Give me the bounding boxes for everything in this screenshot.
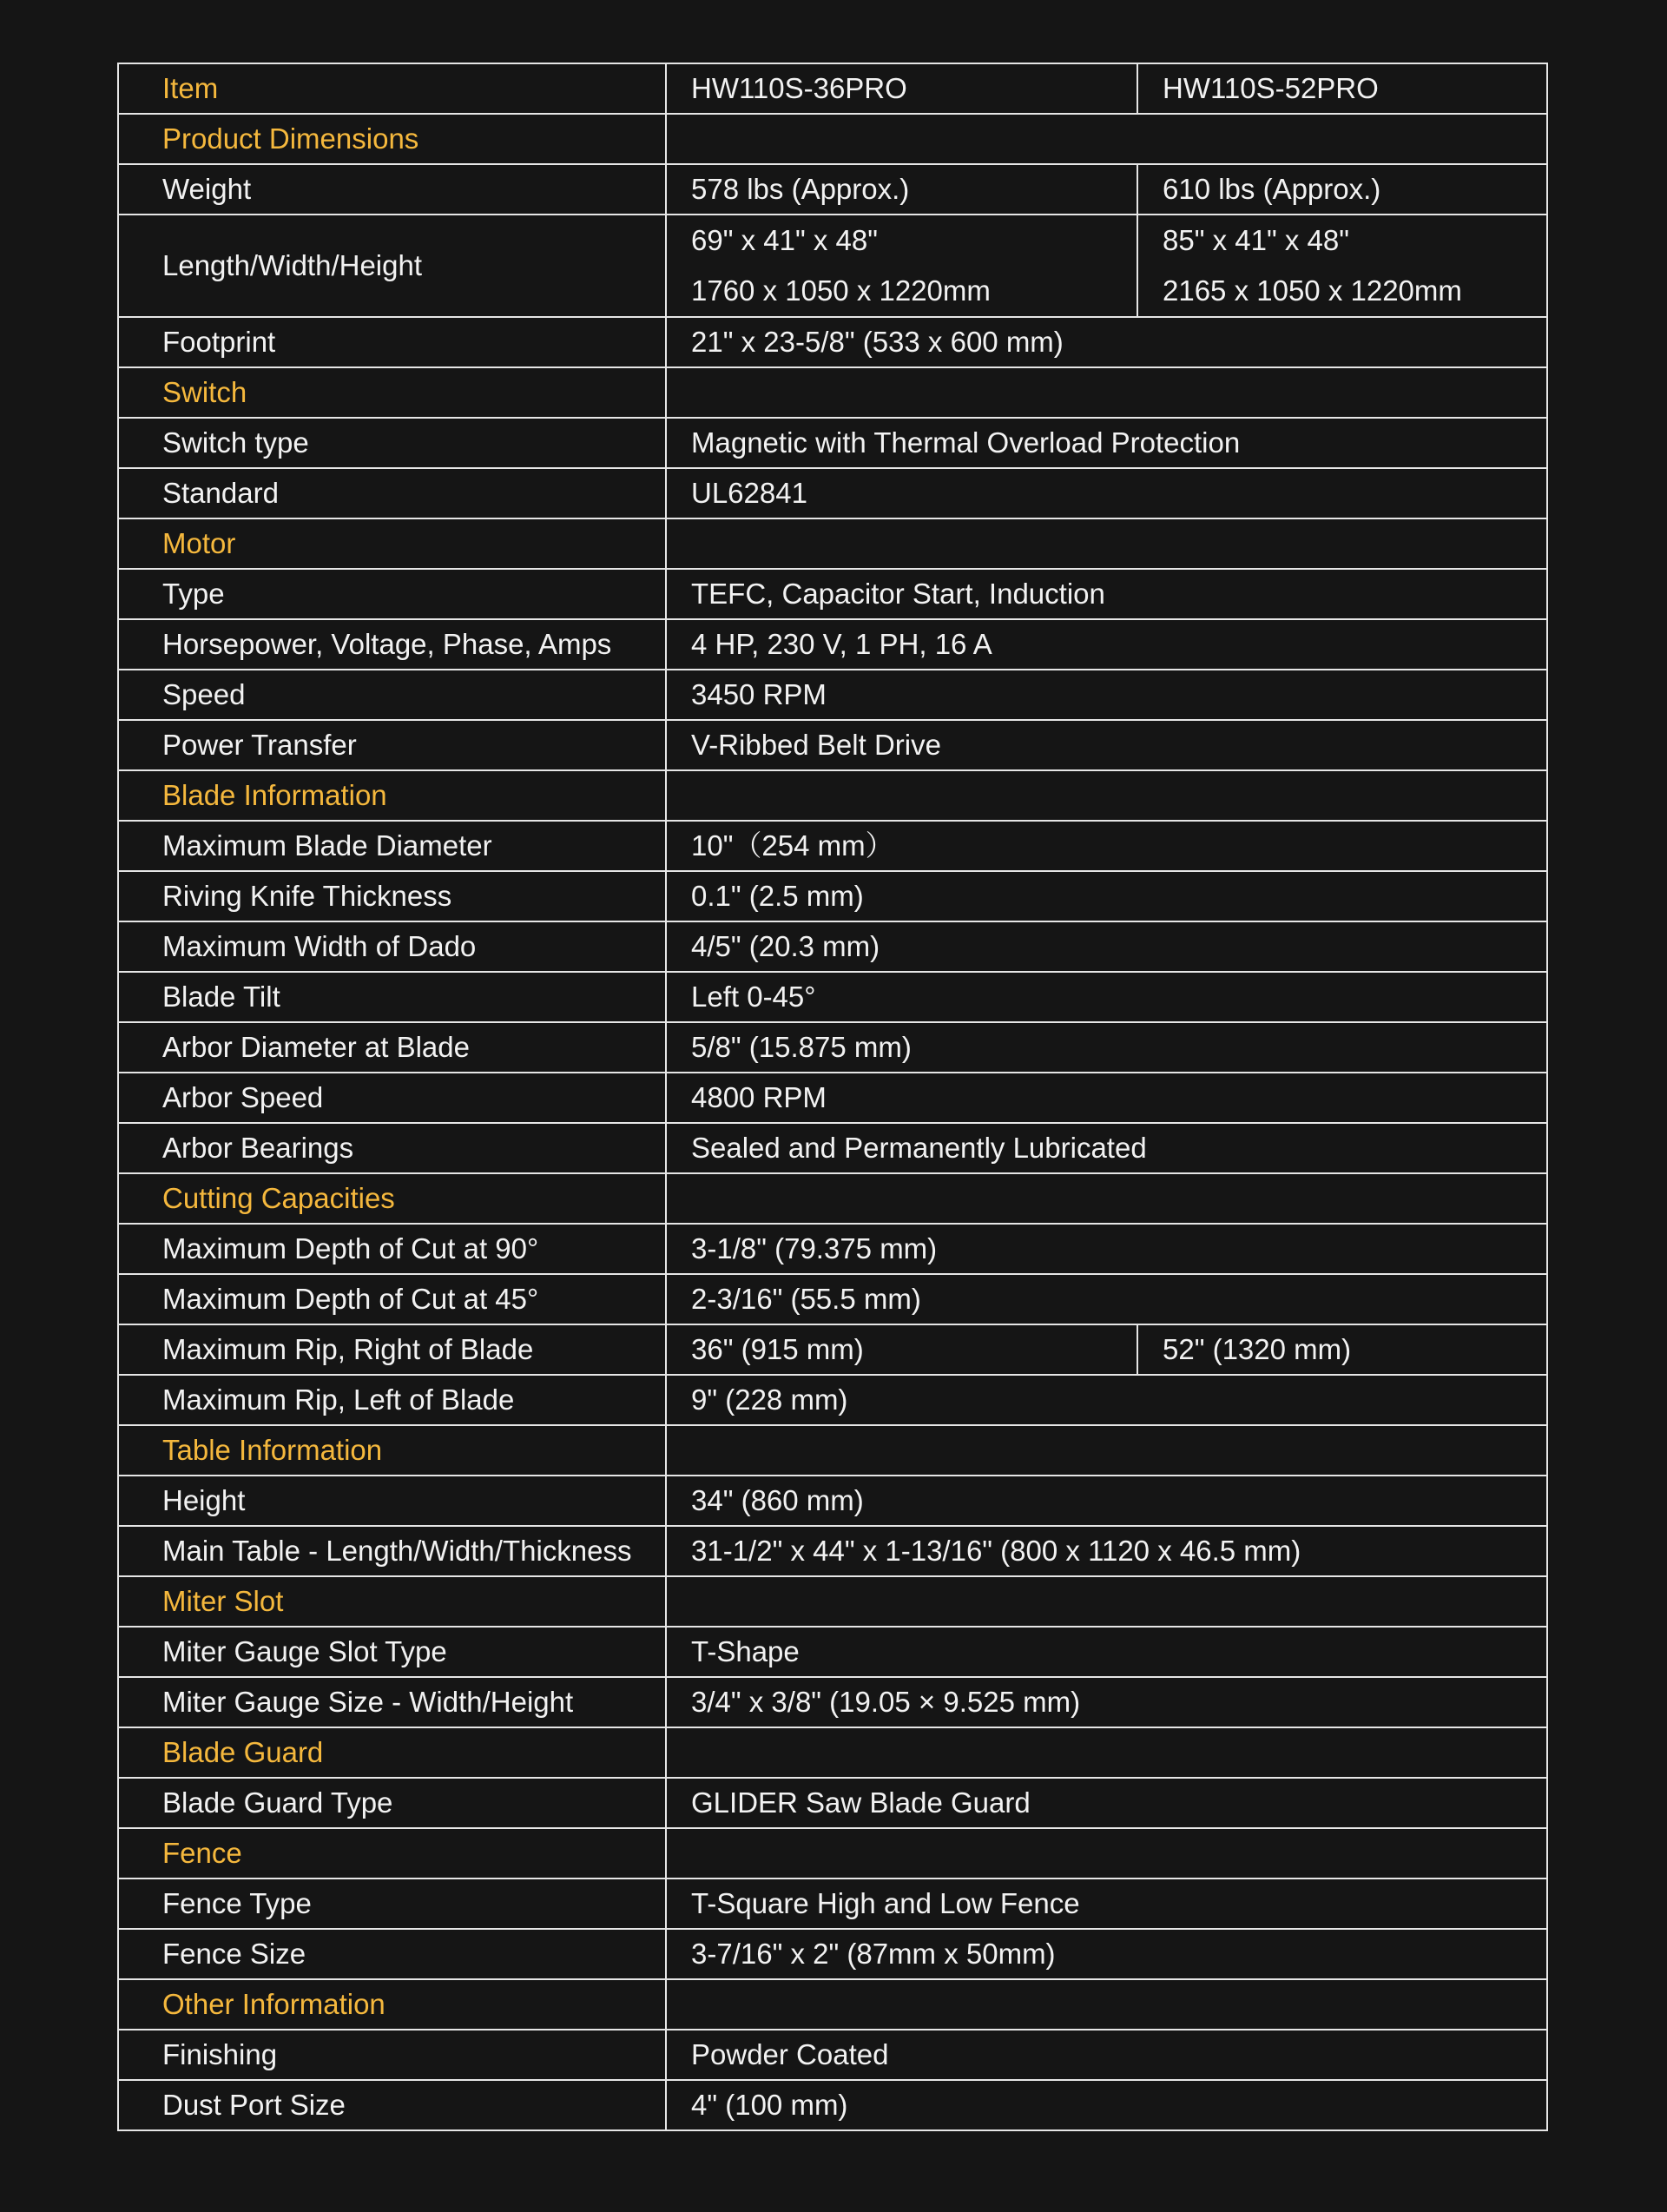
spec-value: 0.1" (2.5 mm): [666, 871, 1547, 921]
spec-row: [118, 972, 1547, 1022]
spec-value-model-b: 52" (1320 mm): [1137, 1324, 1547, 1375]
spec-row: [118, 1929, 1547, 1979]
spec-label: Fence Size: [118, 1929, 666, 1979]
spec-value-model-b: [1137, 215, 1547, 317]
spec-value-model-a: 36" (915 mm): [666, 1324, 1137, 1375]
spec-value: 9" (228 mm): [666, 1375, 1547, 1425]
spec-value-model-a-line: 1760 x 1050 x 1220mm: [691, 274, 991, 307]
section-empty-cell: [666, 1173, 1547, 1224]
spec-row: [118, 569, 1547, 619]
spec-row: [118, 1677, 1547, 1727]
spec-value: 10"（254 mm）: [666, 821, 1547, 871]
spec-label: Arbor Speed: [118, 1073, 666, 1123]
spec-label: Arbor Diameter at Blade: [118, 1022, 666, 1073]
spec-label: Maximum Depth of Cut at 90°: [118, 1224, 666, 1274]
spec-row-split: [118, 164, 1547, 215]
spec-label: Arbor Bearings: [118, 1123, 666, 1173]
spec-value: 2-3/16" (55.5 mm): [666, 1274, 1547, 1324]
spec-label: Miter Gauge Slot Type: [118, 1627, 666, 1677]
section-row: [118, 1425, 1547, 1476]
spec-value: V-Ribbed Belt Drive: [666, 720, 1547, 770]
spec-value: 5/8" (15.875 mm): [666, 1022, 1547, 1073]
spec-label: Blade Guard Type: [118, 1778, 666, 1828]
spec-value: 3/4" x 3/8" (19.05 × 9.525 mm): [666, 1677, 1547, 1727]
spec-table-body: [118, 63, 1547, 2130]
spec-label: Switch type: [118, 418, 666, 468]
header-model-b: HW110S-52PRO: [1137, 63, 1547, 114]
spec-label: Standard: [118, 468, 666, 518]
spec-row: [118, 317, 1547, 367]
spec-value: T-Square High and Low Fence: [666, 1879, 1547, 1929]
spec-row: [118, 921, 1547, 972]
spec-row-split: [118, 215, 1547, 317]
spec-row: [118, 1375, 1547, 1425]
spec-value-model-a: 578 lbs (Approx.): [666, 164, 1137, 215]
spec-label: Maximum Width of Dado: [118, 921, 666, 972]
section-title: Blade Information: [118, 770, 666, 821]
spec-row: [118, 871, 1547, 921]
spec-label: Length/Width/Height: [118, 215, 666, 317]
spec-value: Sealed and Permanently Lubricated: [666, 1123, 1547, 1173]
section-title: Product Dimensions: [118, 114, 666, 164]
section-row: [118, 770, 1547, 821]
spec-row: [118, 1224, 1547, 1274]
spec-table: [117, 63, 1548, 2131]
spec-label: Footprint: [118, 317, 666, 367]
spec-value: 34" (860 mm): [666, 1476, 1547, 1526]
section-row: [118, 1576, 1547, 1627]
spec-row: [118, 1123, 1547, 1173]
spec-value: 4 HP, 230 V, 1 PH, 16 A: [666, 619, 1547, 670]
spec-value: 4/5" (20.3 mm): [666, 921, 1547, 972]
spec-row: [118, 1073, 1547, 1123]
spec-row: [118, 1022, 1547, 1073]
spec-row: [118, 619, 1547, 670]
spec-value: GLIDER Saw Blade Guard: [666, 1778, 1547, 1828]
section-row: [118, 518, 1547, 569]
spec-row: [118, 1627, 1547, 1677]
header-row: [118, 63, 1547, 114]
spec-label: Power Transfer: [118, 720, 666, 770]
section-row: [118, 1828, 1547, 1879]
section-row: [118, 1727, 1547, 1778]
spec-value: 3-7/16" x 2" (87mm x 50mm): [666, 1929, 1547, 1979]
spec-value: 3-1/8" (79.375 mm): [666, 1224, 1547, 1274]
spec-value-model-b-line: 2165 x 1050 x 1220mm: [1163, 274, 1462, 307]
spec-row: [118, 1879, 1547, 1929]
spec-value-model-b: 610 lbs (Approx.): [1137, 164, 1547, 215]
spec-value: 4" (100 mm): [666, 2080, 1547, 2130]
section-title: Other Information: [118, 1979, 666, 2030]
section-empty-cell: [666, 1828, 1547, 1879]
spec-row: [118, 1274, 1547, 1324]
spec-label: Speed: [118, 670, 666, 720]
spec-value: 31-1/2" x 44" x 1-13/16" (800 x 1120 x 46.5 mm): [666, 1526, 1547, 1576]
spec-row-split: [118, 1324, 1547, 1375]
section-empty-cell: [666, 1727, 1547, 1778]
spec-label: Horsepower, Voltage, Phase, Amps: [118, 619, 666, 670]
section-row: [118, 1173, 1547, 1224]
spec-label: Weight: [118, 164, 666, 215]
spec-value: T-Shape: [666, 1627, 1547, 1677]
spec-row: [118, 1778, 1547, 1828]
spec-label: Maximum Depth of Cut at 45°: [118, 1274, 666, 1324]
spec-value: Magnetic with Thermal Overload Protection: [666, 418, 1547, 468]
section-empty-cell: [666, 770, 1547, 821]
spec-value: TEFC, Capacitor Start, Induction: [666, 569, 1547, 619]
spec-value: UL62841: [666, 468, 1547, 518]
spec-row: [118, 1476, 1547, 1526]
spec-row: [118, 821, 1547, 871]
section-title: Miter Slot: [118, 1576, 666, 1627]
spec-row: [118, 720, 1547, 770]
section-row: [118, 114, 1547, 164]
section-empty-cell: [666, 1979, 1547, 2030]
spec-label: Blade Tilt: [118, 972, 666, 1022]
spec-label: Type: [118, 569, 666, 619]
spec-label: Dust Port Size: [118, 2080, 666, 2130]
spec-row: [118, 2030, 1547, 2080]
section-title: Motor: [118, 518, 666, 569]
section-row: [118, 1979, 1547, 2030]
section-title: Table Information: [118, 1425, 666, 1476]
section-empty-cell: [666, 518, 1547, 569]
spec-value: 4800 RPM: [666, 1073, 1547, 1123]
spec-label: Maximum Rip, Left of Blade: [118, 1375, 666, 1425]
section-empty-cell: [666, 1576, 1547, 1627]
section-title: Blade Guard: [118, 1727, 666, 1778]
section-empty-cell: [666, 1425, 1547, 1476]
spec-row: [118, 468, 1547, 518]
spec-value: Powder Coated: [666, 2030, 1547, 2080]
header-model-a: HW110S-36PRO: [666, 63, 1137, 114]
spec-value: 21" x 23-5/8" (533 x 600 mm): [666, 317, 1547, 367]
section-title: Switch: [118, 367, 666, 418]
spec-label: Riving Knife Thickness: [118, 871, 666, 921]
section-empty-cell: [666, 114, 1547, 164]
spec-value-model-b-line: 85" x 41" x 48": [1163, 224, 1349, 256]
spec-label: Main Table - Length/Width/Thickness: [118, 1526, 666, 1576]
header-item-label: Item: [118, 63, 666, 114]
section-empty-cell: [666, 367, 1547, 418]
spec-row: [118, 418, 1547, 468]
spec-value: 3450 RPM: [666, 670, 1547, 720]
spec-value: Left 0-45°: [666, 972, 1547, 1022]
spec-row: [118, 670, 1547, 720]
spec-label: Maximum Rip, Right of Blade: [118, 1324, 666, 1375]
section-row: [118, 367, 1547, 418]
section-title: Fence: [118, 1828, 666, 1879]
spec-label: Finishing: [118, 2030, 666, 2080]
spec-label: Maximum Blade Diameter: [118, 821, 666, 871]
spec-label: Miter Gauge Size - Width/Height: [118, 1677, 666, 1727]
spec-row: [118, 2080, 1547, 2130]
spec-value-model-a-line: 69" x 41" x 48": [691, 224, 878, 256]
section-title: Cutting Capacities: [118, 1173, 666, 1224]
spec-label: Fence Type: [118, 1879, 666, 1929]
spec-value-model-a: [666, 215, 1137, 317]
spec-label: Height: [118, 1476, 666, 1526]
spec-row: [118, 1526, 1547, 1576]
